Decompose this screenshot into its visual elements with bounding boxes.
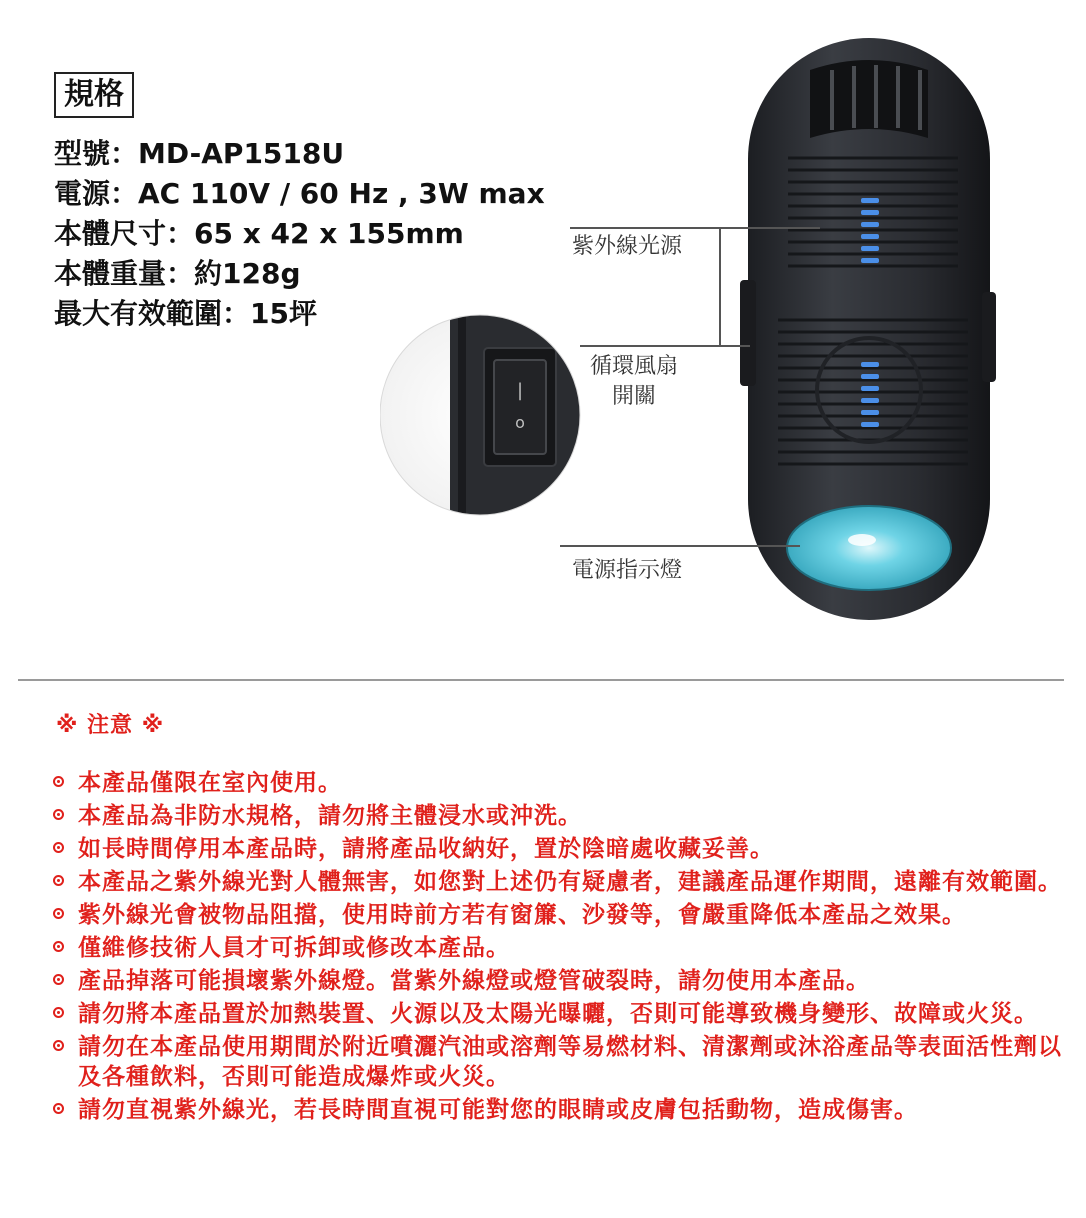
callout-power-indicator: 電源指示燈 (572, 558, 683, 583)
bullet-icon (53, 809, 64, 820)
spec-weight: 本體重量：約128g (54, 257, 301, 290)
notice-item: 僅維修技術人員才可拆卸或修改本產品。 (48, 933, 1064, 963)
notice-item: 請勿在本產品使用期間於附近噴灑汽油或溶劑等易燃材料、清潔劑或沐浴產品等表面活性劑以及各種飲料，否則可能造成爆炸或火災。 (48, 1032, 1064, 1092)
callout-fan-switch-line2: 開關 (612, 384, 657, 409)
spec-range: 最大有效範圍：15坪 (54, 297, 317, 330)
spec-title: 規格 (54, 72, 134, 118)
notice-title: ※ 注意 ※ (56, 713, 165, 738)
notice-item: 產品掉落可能損壞紫外線燈。當紫外線燈或燈管破裂時，請勿使用本產品。 (48, 966, 1064, 996)
bullet-icon (53, 1007, 64, 1018)
bullet-icon (53, 1103, 64, 1114)
bullet-icon (53, 1040, 64, 1051)
notice-item: 如長時間停用本產品時，請將產品收納好，置於陰暗處收藏妥善。 (48, 834, 1064, 864)
callout-fan-switch (590, 352, 678, 412)
callout-fan-switch-line1: 循環風扇 (590, 354, 679, 379)
notice-item: 紫外線光會被物品阻擋，使用時前方若有窗簾、沙發等，會嚴重降低本產品之效果。 (48, 900, 1064, 930)
notice-list (48, 768, 1064, 1128)
rocker-switch (494, 360, 546, 454)
notice-item: 請勿將本產品置於加熱裝置、火源以及太陽光曝曬，否則可能導致機身變形、故障或火災。 (48, 999, 1064, 1029)
notice-item: 本產品為非防水規格，請勿將主體浸水或沖洗。 (48, 801, 1064, 831)
bullet-icon (53, 941, 64, 952)
notice-item: 本產品之紫外線光對人體無害，如您對上述仍有疑慮者，建議產品運作期間，遠離有效範圍。 (48, 867, 1064, 897)
section-divider (18, 679, 1064, 681)
switch-off-symbol: o (515, 413, 525, 432)
bullet-icon (53, 974, 64, 985)
bullet-icon (53, 875, 64, 886)
notice-item: 請勿直視紫外線光，若長時間直視可能對您的眼睛或皮膚包括動物，造成傷害。 (48, 1095, 1064, 1125)
power-indicator (787, 506, 951, 590)
bullet-icon (53, 908, 64, 919)
spec-model: 型號：MD-AP1518U (54, 137, 345, 170)
bullet-icon (53, 842, 64, 853)
notice-item: 本產品僅限在室內使用。 (48, 768, 1064, 798)
product-image (380, 30, 1020, 630)
callout-uv-light: 紫外線光源 (572, 234, 683, 259)
spec-dimensions: 本體尺寸：65 x 42 x 155mm (54, 217, 464, 250)
switch-on-symbol: | (516, 380, 524, 401)
spec-power: 電源：AC 110V / 60 Hz , 3W max (54, 177, 545, 210)
bullet-icon (53, 776, 64, 787)
